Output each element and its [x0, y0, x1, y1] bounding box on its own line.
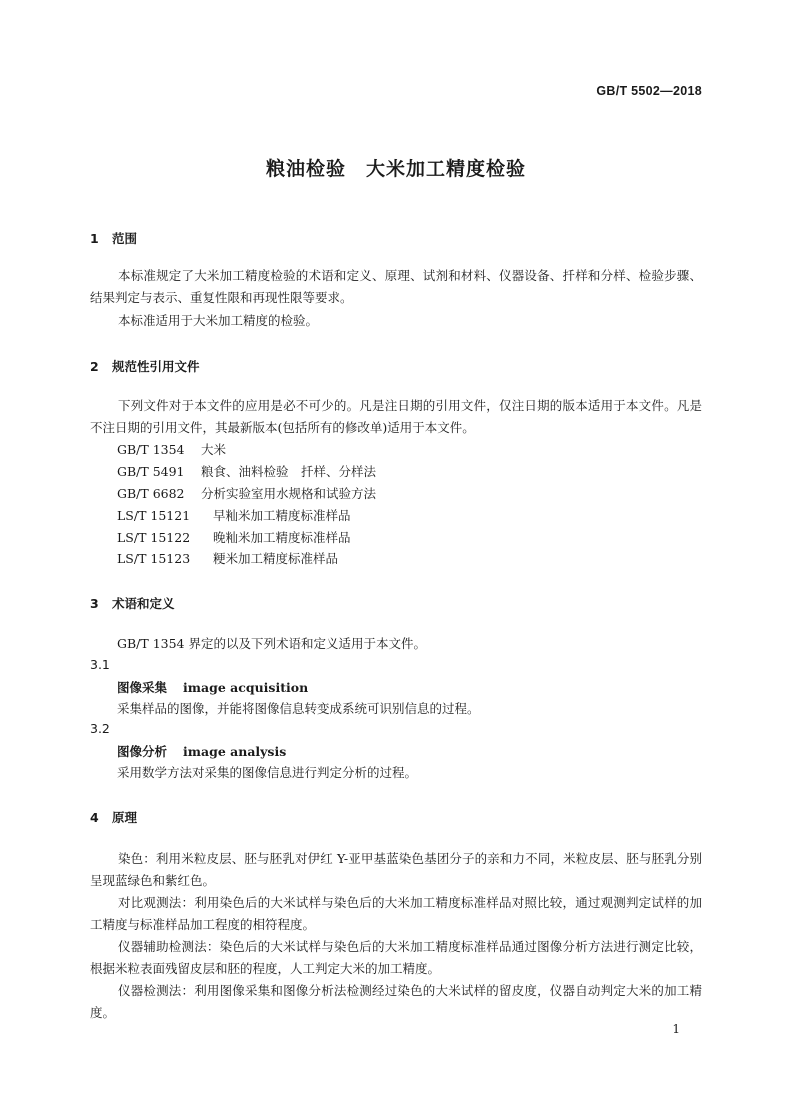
- term-english: image analysis: [183, 744, 287, 759]
- reference-title: 分析实验室用水规格和试验方法: [201, 486, 377, 501]
- reference-title: 早籼米加工精度标准样品: [213, 508, 351, 523]
- term-heading: [117, 742, 286, 760]
- section-number: 3: [90, 596, 99, 611]
- reference-code: LS/T 15123: [117, 551, 191, 566]
- section-4-heading: [90, 808, 137, 826]
- page-number: 1: [672, 1022, 680, 1036]
- term-chinese: 图像分析: [117, 744, 168, 759]
- section-number: 4: [90, 810, 99, 825]
- section-2-paragraph-1: 下列文件对于本文件的应用是必不可少的。凡是注日期的引用文件，仅注日期的版本适用于本文件。凡是不注日期的引用文件，其最新版本(包括所有的修改单)适用于本文件。: [90, 398, 702, 435]
- section-4-paragraph-4: 仪器检测法：利用图像采集和图像分析法检测经过染色的大米试样的留皮度，仪器自动判定大米的加工精度。: [90, 983, 702, 1020]
- reference-item: [117, 506, 351, 524]
- reference-code: GB/T 1354: [117, 442, 185, 457]
- reference-item: [117, 528, 351, 546]
- section-4-paragraph-1: 染色：利用米粒皮层、胚与胚乳对伊红 Y-亚甲基蓝染色基团分子的亲和力不同，米粒皮层、胚与胚乳分别呈现蓝绿色和紫红色。: [90, 851, 702, 888]
- document-title: 粮油检验 大米加工精度检验: [265, 158, 526, 180]
- section-1-heading: [90, 229, 137, 247]
- reference-code: LS/T 15121: [117, 508, 191, 523]
- standard-number: GB/T 5502—2018: [596, 84, 702, 98]
- term-definition: 采用数学方法对采集的图像信息进行判定分析的过程。: [117, 765, 418, 780]
- reference-item: [117, 484, 376, 502]
- section-2-heading: [90, 357, 200, 375]
- section-title: 原理: [112, 810, 138, 825]
- reference-title: 粮食、油料检验 扦样、分样法: [201, 464, 377, 479]
- section-4-paragraph-2: 对比观测法：利用染色后的大米试样与染色后的大米加工精度标准样品对照比较，通过观测判定试样的加工精度与标准样品加工程度的相符程度。: [90, 895, 702, 932]
- section-number: 2: [90, 359, 99, 374]
- term-chinese: 图像采集: [117, 680, 168, 695]
- term-number: 3.1: [90, 657, 110, 672]
- term-number: 3.2: [90, 721, 110, 736]
- section-3-heading: [90, 594, 175, 612]
- reference-item: [117, 549, 338, 567]
- term-english: image acquisition: [183, 680, 309, 695]
- reference-item: [117, 462, 376, 480]
- reference-title: 晚籼米加工精度标准样品: [213, 530, 351, 545]
- section-1-paragraph-2: 本标准适用于大米加工精度的检验。: [118, 313, 319, 328]
- reference-title: 粳米加工精度标准样品: [213, 551, 339, 566]
- reference-title: 大米: [201, 442, 227, 457]
- section-title: 术语和定义: [112, 596, 175, 611]
- term-heading: [117, 678, 308, 696]
- section-title: 范围: [112, 231, 138, 246]
- reference-code: GB/T 5491: [117, 464, 185, 479]
- reference-code: GB/T 6682: [117, 486, 185, 501]
- section-4-paragraph-3: 仪器辅助检测法：染色后的大米试样与染色后的大米加工精度标准样品通过图像分析方法进行测定比较，根据米粒表面残留皮层和胚的程度，人工判定大米的加工精度。: [90, 939, 702, 976]
- section-number: 1: [90, 231, 99, 246]
- reference-code: LS/T 15122: [117, 530, 191, 545]
- term-definition: 采集样品的图像，并能将图像信息转变成系统可识别信息的过程。: [117, 701, 480, 716]
- section-3-intro: GB/T 1354 界定的以及下列术语和定义适用于本文件。: [117, 636, 426, 651]
- reference-item: [117, 440, 226, 458]
- section-title: 规范性引用文件: [112, 359, 200, 374]
- section-1-paragraph-1: 本标准规定了大米加工精度检验的术语和定义、原理、试剂和材料、仪器设备、扦样和分样、检验步骤、结果判定与表示、重复性限和再现性限等要求。: [90, 268, 702, 305]
